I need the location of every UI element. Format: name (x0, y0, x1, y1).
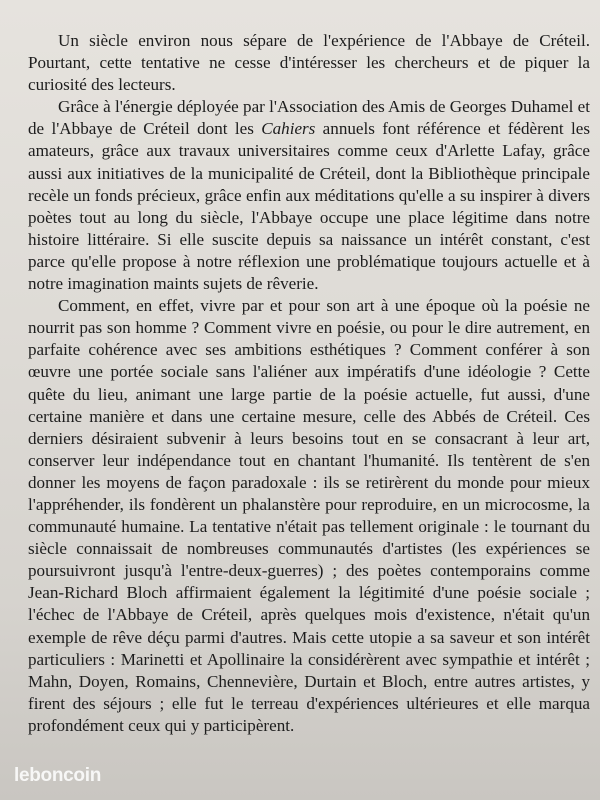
italic-title: Cahiers (261, 119, 316, 139)
paragraph-3: Comment, en effet, vivre par et pour son art à une époque où la poésie ne nourrit pas son homme ? Comment vivre en poésie, ou pour le dire autrement, en parfaite cohérence avec ses ambitions esthétiques ? Comment conférer à son œuvre une portée sociale sans l'aliéner aux impératifs d'une idéologie ? Cette quête du lieu, animant une large partie de la poésie actuelle, fut aussi, d'une certaine manière et dans une certaine mesure, celle des Abbés de Créteil. Ces derniers désiraient subvenir à leurs besoins tout en se consacrant à leur art, conserver leur indépendance tout en chantant l'humanité. Ils tentèrent de s'en donner les moyens de façon paradoxale : ils se retirèrent du monde pour mieux l'appréhender, ils fondèrent un phalanstère pour reproduire, en un microcosme, la communauté humaine. La tentative n'était pas tellement originale : le tournant du siècle connaissait de nombreuses communautés d'artistes (les expériences se poursuivront jusqu'à l'entre-deux-guerres) ; des poètes contemporains comme Jean-Richard Bloch affirmaient également la légitimité d'une poésie sociale ; l'échec de l'Abbaye de Créteil, après quelques mois d'existence, n'était qu'un exemple de rêve déçu parmi d'autres. Mais cette utopie a sa saveur et son intérêt particuliers : Marinetti et Apollinaire la considérèrent avec sympathie et intérêt ; Mahn, Doyen, Romains, Chennevière, Durtain et Bloch, entre autres artistes, y firent des séjours ; elle fut le terreau d'expériences ultérieures et elle marqua profondément ceux qui y participèrent. (28, 296, 590, 735)
body-text (28, 30, 590, 737)
leboncoin-watermark: leboncoin (14, 765, 102, 786)
paragraph-2: Grâce à l'énergie déployée par l'Association des Amis de Georges Duhamel et de l'Abbaye de Créteil dont les Cahiers annuels font référence et fédèrent les amateurs, grâce aux travaux universitaires comme ceux d'Arlette Lafay, grâce aussi aux initiatives de la municipalité de Créteil, dont la Bibliothèque principale recèle un fonds précieux, grâce enfin aux méditations qu'elle a su inspirer à divers poètes tout au long du siècle, l'Abbaye occupe une place légitime dans notre histoire littéraire. Si elle suscite depuis sa naissance un intérêt constant, c'est parce qu'elle propose à notre réflexion une problématique toujours actuelle et à notre imagination maints sujets de rêverie. (28, 97, 591, 294)
paragraph-1: Un siècle environ nous sépare de l'expérience de l'Abbaye de Créteil. Pourtant, cette tentative ne cesse d'intéresser les chercheurs et de piquer la curiosité des lecteurs. (28, 31, 590, 95)
